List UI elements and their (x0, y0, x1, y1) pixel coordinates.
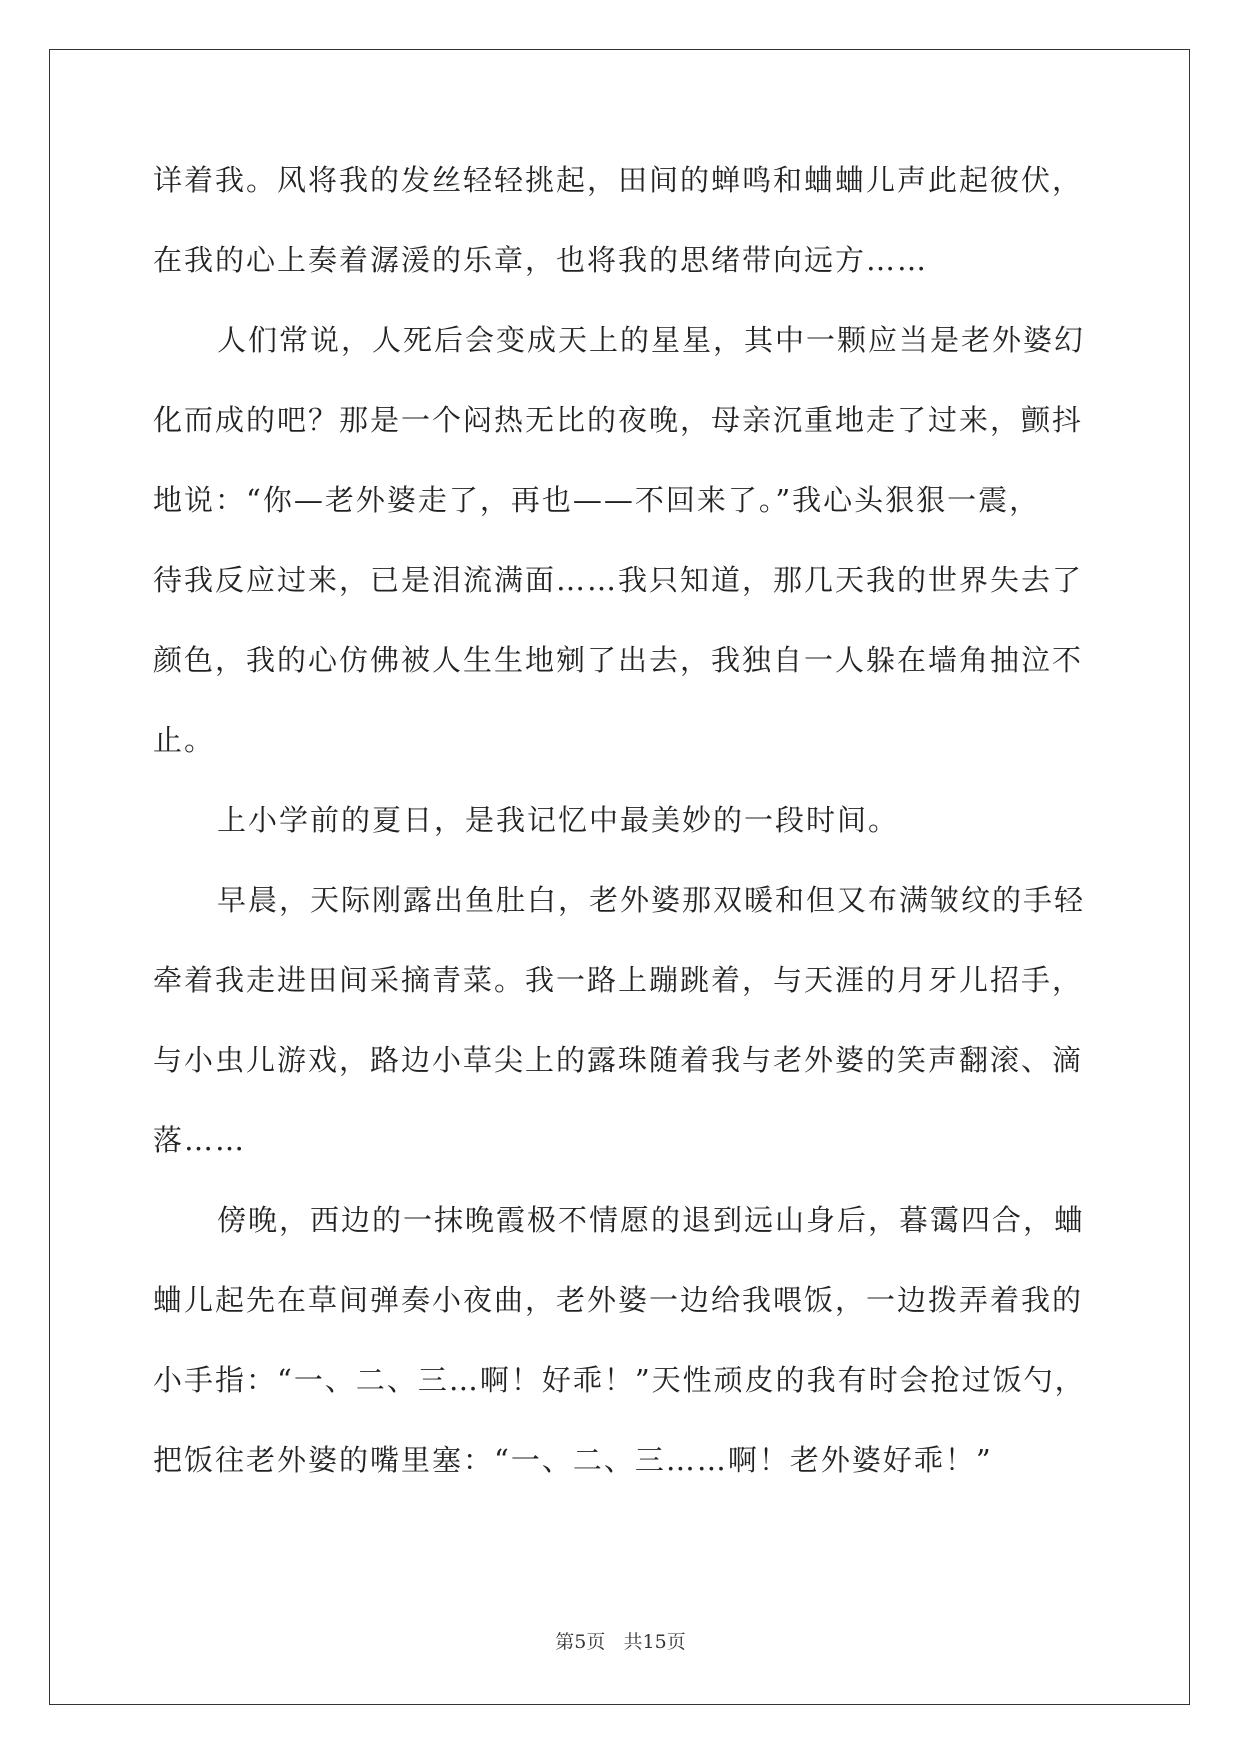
text-line: 详着我。风将我的发丝轻轻挑起，田间的蝉鸣和蛐蛐儿声此起彼伏， (153, 163, 1084, 197)
paragraph-start-line: 傍晚，西边的一抹晚霞极不情愿的退到远山身后，暮霭四合，蛐 (217, 1203, 1086, 1237)
paragraph-start-line: 上小学前的夏日，是我记忆中最美妙的一段时间。 (217, 803, 900, 837)
paragraph-start-line: 人们常说，人死后会变成天上的星星，其中一颗应当是老外婆幻 (217, 323, 1086, 357)
document-body (153, 152, 1093, 1512)
text-line: 牵着我走进田间采摘青菜。我一路上蹦跳着，与天涯的月牙儿招手， (153, 963, 1084, 997)
text-line: 把饭往老外婆的嘴里塞：“一、二、三……啊！老外婆好乖！” (153, 1443, 993, 1477)
page-footer (0, 1627, 1241, 1654)
text-line: 蛐儿起先在草间弹奏小夜曲，老外婆一边给我喂饭，一边拨弄着我的 (153, 1283, 1084, 1317)
text-line: 地说：“你—老外婆走了，再也——不回来了。”我心头狠狠一震， (153, 483, 1041, 517)
text-line: 在我的心上奏着潺湲的乐章，也将我的思绪带向远方…… (153, 243, 929, 277)
page-number: 第5页 (555, 1631, 606, 1653)
text-line: 化而成的吧？那是一个闷热无比的夜晚，母亲沉重地走了过来，颤抖 (153, 403, 1084, 437)
text-line: 颜色，我的心仿佛被人生生地剜了出去，我独自一人躲在墙角抽泣不 (153, 643, 1084, 677)
page-total: 共15页 (623, 1631, 686, 1653)
text-line: 止。 (153, 723, 216, 757)
text-line: 与小虫儿游戏，路边小草尖上的露珠随着我与老外婆的笑声翻滚、滴 (153, 1043, 1084, 1077)
text-line: 小手指：“一、二、三…啊！好乖！”天性顽皮的我有时会抢过饭勺， (153, 1363, 1086, 1397)
paragraph-start-line: 早晨，天际刚露出鱼肚白，老外婆那双暖和但又布满皱纹的手轻 (217, 883, 1086, 917)
text-line: 落…… (153, 1123, 247, 1157)
text-line: 待我反应过来，已是泪流满面……我只知道，那几天我的世界失去了 (153, 563, 1084, 597)
